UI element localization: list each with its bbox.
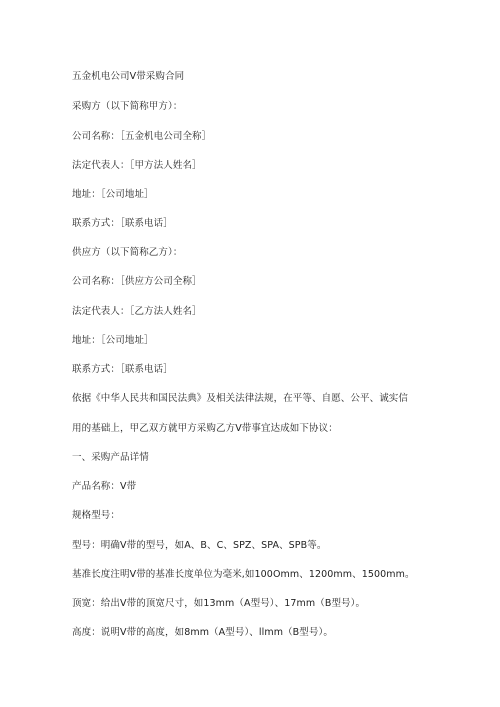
supplier-address: 地址：［公司地址］ (72, 335, 154, 346)
preamble-line-2: 用的基础上，甲乙双方就甲方采购乙方V带事宜达成如下协议： (72, 423, 338, 434)
supplier-contact: 联系方式：［联系电话］ (72, 364, 173, 375)
section-1-heading: 一、采购产品详情 (72, 452, 149, 463)
supplier-company-name: 公司名称：［供应方公司全称］ (72, 276, 202, 287)
spec-height: 高度：说明V带的高度，如8mm（A型号）、llmm（B型号）。 (72, 627, 333, 638)
buyer-legal-rep: 法定代表人：［甲方法人姓名］ (72, 160, 202, 171)
spec-top-width: 顶宽：给出V带的顶宽尺寸，如13mm（A型号）、17mm（B型号）。 (72, 598, 366, 609)
buyer-address: 地址：［公司地址］ (72, 189, 154, 200)
buyer-heading: 采购方（以下简称甲方）： (72, 101, 183, 112)
buyer-company-name: 公司名称：［五金机电公司全称］ (72, 131, 212, 142)
buyer-contact: 联系方式：［联系电话］ (72, 218, 173, 229)
spec-model: 型号：明确V带的型号，如A、B、C、SPZ、SPA、SPB等。 (72, 540, 327, 551)
contract-title: 五金机电公司V带采购合同 (72, 71, 185, 82)
product-name: 产品名称：V带 (72, 481, 137, 492)
spec-base-length: 基准长度注明V带的基准长度单位为毫米,如100Omm、1200mm、1500mm。 (72, 569, 415, 580)
spec-heading: 规格型号： (72, 510, 121, 521)
supplier-legal-rep: 法定代表人：［乙方法人姓名］ (72, 306, 202, 317)
preamble-line-1: 依据《中华人民共和国民法典》及相关法律法规，在平等、自愿、公平、诚实信 (72, 393, 409, 404)
supplier-heading: 供应方（以下简称乙方）： (72, 247, 183, 258)
